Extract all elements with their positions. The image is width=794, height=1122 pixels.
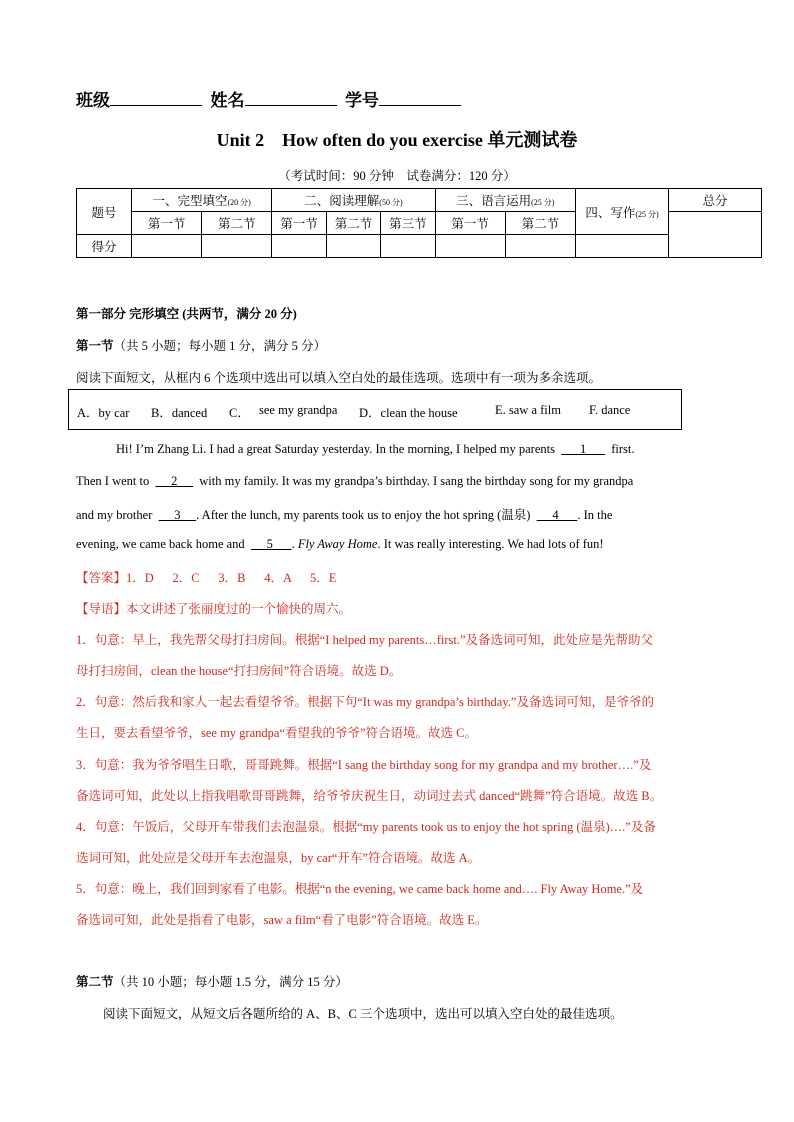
section1-heading-line bbox=[76, 336, 326, 354]
section2-heading-line bbox=[76, 972, 348, 990]
passage-line-1: Hi! I’m Zhang Li. I had a great Saturday yesterday. In the morning, I helped my parents 1 first. bbox=[116, 442, 635, 456]
name-blank[interactable] bbox=[245, 89, 337, 106]
option-f: F. dance bbox=[589, 403, 631, 417]
part-cell: 第二节 bbox=[202, 212, 272, 235]
blank-1[interactable]: 1 bbox=[561, 442, 605, 456]
option-d: D．clean the house bbox=[359, 406, 458, 420]
blank-3[interactable]: 3 bbox=[158, 508, 197, 522]
total-score-cell[interactable] bbox=[669, 212, 762, 258]
part-cell: 第三节 bbox=[381, 212, 435, 235]
explanation-4-line-2: 选词可知，此处应是父母开车去泡温泉，by car“开车”符合语境。故选 A。 bbox=[76, 851, 481, 865]
section-header-writing: 四、写作(25 分) bbox=[576, 189, 669, 235]
option-c: C． bbox=[229, 406, 250, 420]
explanation-5-line-2: 备选词可知，此处是指看了电影，saw a film“看了电影”符合语境。故选 E。 bbox=[76, 913, 488, 927]
guide-text: 本文讲述了张丽度过的一个愉快的周六。 bbox=[126, 602, 352, 616]
score-table bbox=[76, 188, 762, 258]
passage-line-4: evening, we came back home and 5 . Fly Away Home. It was really interesting. We had lots of fun! bbox=[76, 537, 604, 551]
score-cell[interactable] bbox=[132, 235, 202, 258]
passage-line-3: and my brother 3 . After the lunch, my parents took us to enjoy the hot spring (温泉) 4 . In the bbox=[76, 508, 613, 522]
total-header: 总分 bbox=[669, 189, 762, 212]
section1-instruction: 阅读下面短文，从框内 6 个选项中选出可以填入空白处的最佳选项。选项中有一项为多余选项。 bbox=[76, 371, 602, 385]
q-number-header: 题号 bbox=[77, 189, 132, 235]
explanation-3-line-1: 3．句意：我为爷爷唱生日歌，哥哥跳舞。根据“I sang the birthday song for my grandpa and my brother….”及 bbox=[76, 758, 652, 772]
score-row-label: 得分 bbox=[77, 235, 132, 258]
part-cell: 第一节 bbox=[435, 212, 505, 235]
option-e: E. saw a film bbox=[495, 403, 561, 417]
explanation-1-line-2: 母打扫房间，clean the house“打扫房间”符合语境。故选 D。 bbox=[76, 664, 402, 678]
explanation-1-line-1: 1．句意：早上，我先帮父母打扫房间。根据“I helped my parents…first.”及备选词可知，此处应是先帮助父 bbox=[76, 633, 654, 647]
section1-note: （共 5 小题；每小题 1 分，满分 5 分） bbox=[113, 339, 327, 353]
blank-4[interactable]: 4 bbox=[536, 508, 578, 522]
explanation-4-line-1: 4．句意：午饭后，父母开车带我们去泡温泉。根据“my parents took us to enjoy the hot spring (温泉)….”及备 bbox=[76, 820, 656, 834]
id-blank[interactable] bbox=[379, 89, 461, 106]
guide-label: 【导语】 bbox=[76, 602, 127, 616]
class-label: 班级 bbox=[76, 91, 110, 110]
score-cell[interactable] bbox=[381, 235, 435, 258]
part-cell: 第一节 bbox=[272, 212, 326, 235]
score-cell[interactable] bbox=[576, 235, 669, 258]
blank-2[interactable]: 2 bbox=[155, 474, 193, 488]
class-blank[interactable] bbox=[110, 89, 202, 106]
student-info-line bbox=[76, 86, 461, 111]
option-a: A．by car bbox=[77, 406, 130, 420]
part-cell: 第一节 bbox=[132, 212, 202, 235]
answer-text: 1．D 2．C 3．B 4．A 5．E bbox=[126, 571, 337, 585]
part1-heading: 第一部分 完形填空 (共两节，满分 20 分) bbox=[76, 307, 297, 321]
score-cell[interactable] bbox=[272, 235, 326, 258]
score-cell[interactable] bbox=[435, 235, 505, 258]
answer-line bbox=[76, 568, 336, 586]
answer-label: 【答案】 bbox=[76, 571, 127, 585]
explanation-2-line-1: 2．句意：然后我和家人一起去看望爷爷。根据下句“It was my grandpa’s birthday.”及备选词可知，是爷爷的 bbox=[76, 695, 654, 709]
part-cell: 第二节 bbox=[326, 212, 380, 235]
options-box bbox=[68, 389, 682, 430]
score-cell[interactable] bbox=[505, 235, 575, 258]
score-cell[interactable] bbox=[202, 235, 272, 258]
exam-subtitle: （考试时间：90 分钟 试卷满分：120 分） bbox=[278, 169, 516, 183]
section-header-reading: 二、阅读理解(50 分) bbox=[272, 189, 435, 212]
section2-instruction: 阅读下面短文，从短文后各题所给的 A、B、C 三个选项中，选出可以填入空白处的最佳选项。 bbox=[103, 1007, 623, 1021]
name-label: 姓名 bbox=[210, 91, 245, 110]
section2-heading: 第二节 bbox=[76, 975, 114, 989]
part-cell: 第二节 bbox=[505, 212, 575, 235]
section2-note: （共 10 小题；每小题 1.5 分，满分 15 分） bbox=[113, 975, 348, 989]
explanation-2-line-2: 生日，要去看望爷爷，see my grandpa“看望我的爷爷”符合语境。故选 C。 bbox=[76, 726, 478, 740]
option-b: B．danced bbox=[151, 406, 208, 420]
section-header-language: 三、语言运用(25 分) bbox=[435, 189, 575, 212]
guide-line bbox=[76, 599, 351, 617]
option-c-text: see my grandpa bbox=[259, 403, 338, 417]
page-title: Unit 2 How often do you exercise 单元测试卷 bbox=[216, 130, 578, 150]
score-cell[interactable] bbox=[326, 235, 380, 258]
blank-5[interactable]: 5 bbox=[250, 537, 292, 551]
passage-line-2: Then I went to 2 with my family. It was my grandpa’s birthday. I sang the birthday song for my grandpa bbox=[76, 474, 634, 488]
explanation-3-line-2: 备选词可知，此处以上指我唱歌哥哥跳舞，给爷爷庆祝生日，动词过去式 danced“跳舞”符合语境。故选 B。 bbox=[76, 789, 663, 803]
explanation-5-line-1: 5．句意：晚上，我们回到家看了电影。根据“n the evening, we came back home and…. Fly Away Home.”及 bbox=[76, 882, 644, 896]
id-label: 学号 bbox=[345, 91, 379, 110]
section1-heading: 第一节 bbox=[76, 339, 114, 353]
section-header-cloze: 一、完型填空(20 分) bbox=[132, 189, 272, 212]
